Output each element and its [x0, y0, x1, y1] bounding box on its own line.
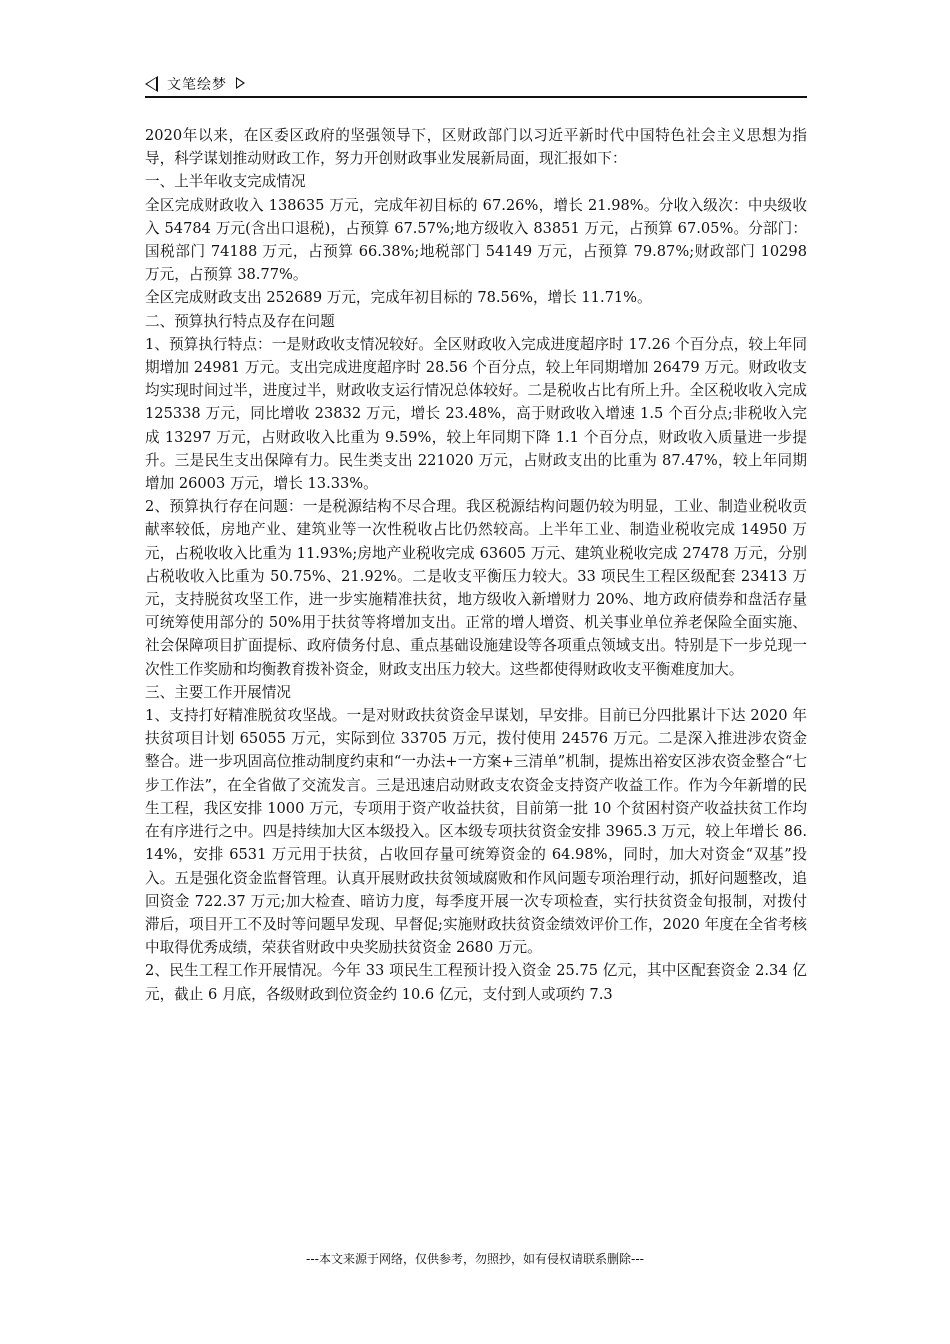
expenditure-paragraph: 全区完成财政支出 252689 万元，完成年初目标的 78.56%，增长 11.71%。	[145, 289, 652, 307]
intro-paragraph: 2020年以来，在区委区政府的坚强领导下，区财政部门以习近平新时代中国特色社会主义思想为指导，科学谋划推动财政工作，努力开创财政事业发展新局面，现汇报如下：	[145, 127, 807, 168]
revenue-paragraph: 全区完成财政收入 138635 万元，完成年初目标的 67.26%，增长 21.98%。分收入级次：中央级收入 54784 万元(含出口退税)，占预算 67.57%;地方级收入 83851 万元，占预算 67.05%。分部门：国税部门 74188 万元，占预算 66.38%;地税部门 54149 万元，占预算 79.87%;财政部门 10298 万元，占预算 38.77%。	[145, 196, 807, 284]
brand-title: 文笔绘梦	[167, 77, 227, 93]
document-body	[145, 124, 807, 1006]
source-notice: ---本文来源于网络，仅供参考，勿照抄，如有侵权请联系删除---	[306, 1252, 644, 1266]
budget-problems-paragraph: 2、预算执行存在问题：一是税源结构不尽合理。我区税源结构问题仍较为明显，工业、制造业税收贡献率较低，房地产业、建筑业等一次性税收占比仍然较高。上半年工业、制造业税收完成 14950 万元，占税收收入比重为 11.93%;房地产业税收完成 63605 万元、建筑业税收完成 27478 万元，分别占税收收入比重为 50.75%、21.92%。二是收支平衡压力较大。33 项民生工程区级配套 23413 万元，支持脱贫攻坚工作，进一步实施精准扶贫，地方级收入新增财力 20%、地方政府债券和盘活存量可统筹使用部分的 50%用于扶贫等将增加支出。正常的增人增资、机关事业单位养老保险全面实施、社会保障项目扩面提标、政府债务付息、重点基础设施建设等各项重点领域支出。特别是下一步兑现一次性工作奖励和均衡教育拨补资金，财政支出压力较大。这些都使得财政收支平衡难度加大。	[145, 498, 807, 678]
livelihood-projects-paragraph: 2、民生工程工作开展情况。今年 33 项民生工程预计投入资金 25.75 亿元，其中区配套资金 2.34 亿元，截止 6 月底，各级财政到位资金约 10.6 亿元，支付到人或项约 7.3	[145, 962, 807, 1003]
section-heading-1: 一、上半年收支完成情况	[145, 173, 306, 191]
page-header	[145, 72, 807, 98]
budget-features-paragraph: 1、预算执行特点：一是财政收支情况较好。全区财政收入完成进度超序时 17.26 个百分点，较上年同期增加 24981 万元。支出完成进度超序时 28.56 个百分点，较上年同期增加 26479 万元。财政收支均实现时间过半，进度过半，财政收支运行情况总体较好。二是税收占比有所上升。全区税收收入完成 125338 万元，同比增收 23832 万元，增长 23.48%，高于财政收入增速 1.5 个百分点;非税收入完成 13297 万元，占财政收入比重为 9.59%，较上年同期下降 1.1 个百分点，财政收入质量进一步提升。三是民生支出保障有力。民生类支出 221020 万元，占财政支出的比重为 87.47%，较上年同期增加 26003 万元，增长 13.33%。	[145, 335, 807, 493]
section-heading-2: 二、预算执行特点及存在问题	[145, 312, 335, 330]
poverty-alleviation-paragraph: 1、支持打好精准脱贫攻坚战。一是对财政扶贫资金早谋划，早安排。目前已分四批累计下达 2020 年扶贫项目计划 65055 万元，实际到位 33705 万元，拨付使用 24576 万元。二是深入推进涉农资金整合。进一步巩固高位推动制度约束和“一办法+一方案+三清单”机制，提炼出裕安区涉农资金整合“七步工作法”，在全省做了交流发言。三是迅速启动财政支农资金支持资产收益工作。作为今年新增的民生工程，我区安排 1000 万元，专项用于资产收益扶贫，目前第一批 10 个贫困村资产收益扶贫工作均在有序进行之中。四是持续加大区本级投入。区本级专项扶贫资金安排 3965.3 万元，较上年增长 86.14%，安排 6531 万元用于扶贫，占收回存量可统筹资金的 64.98%，同时，加大对资金“双基”投入。五是强化资金监督管理。认真开展财政扶贫领域腐败和作风问题专项治理行动，抓好问题整改，追回资金 722.37 万元;加大检查、暗访力度，每季度开展一次专项检查，实行扶贫资金旬报制，对拨付滞后，项目开工不及时等问题早发现、早督促;实施财政扶贫资金绩效评价工作，2020 年度在全省考核中取得优秀成绩，荣获省财政中央奖励扶贫资金 2680 万元。	[145, 707, 807, 957]
section-heading-3: 三、主要工作开展情况	[145, 683, 291, 701]
header-divider	[145, 96, 807, 98]
